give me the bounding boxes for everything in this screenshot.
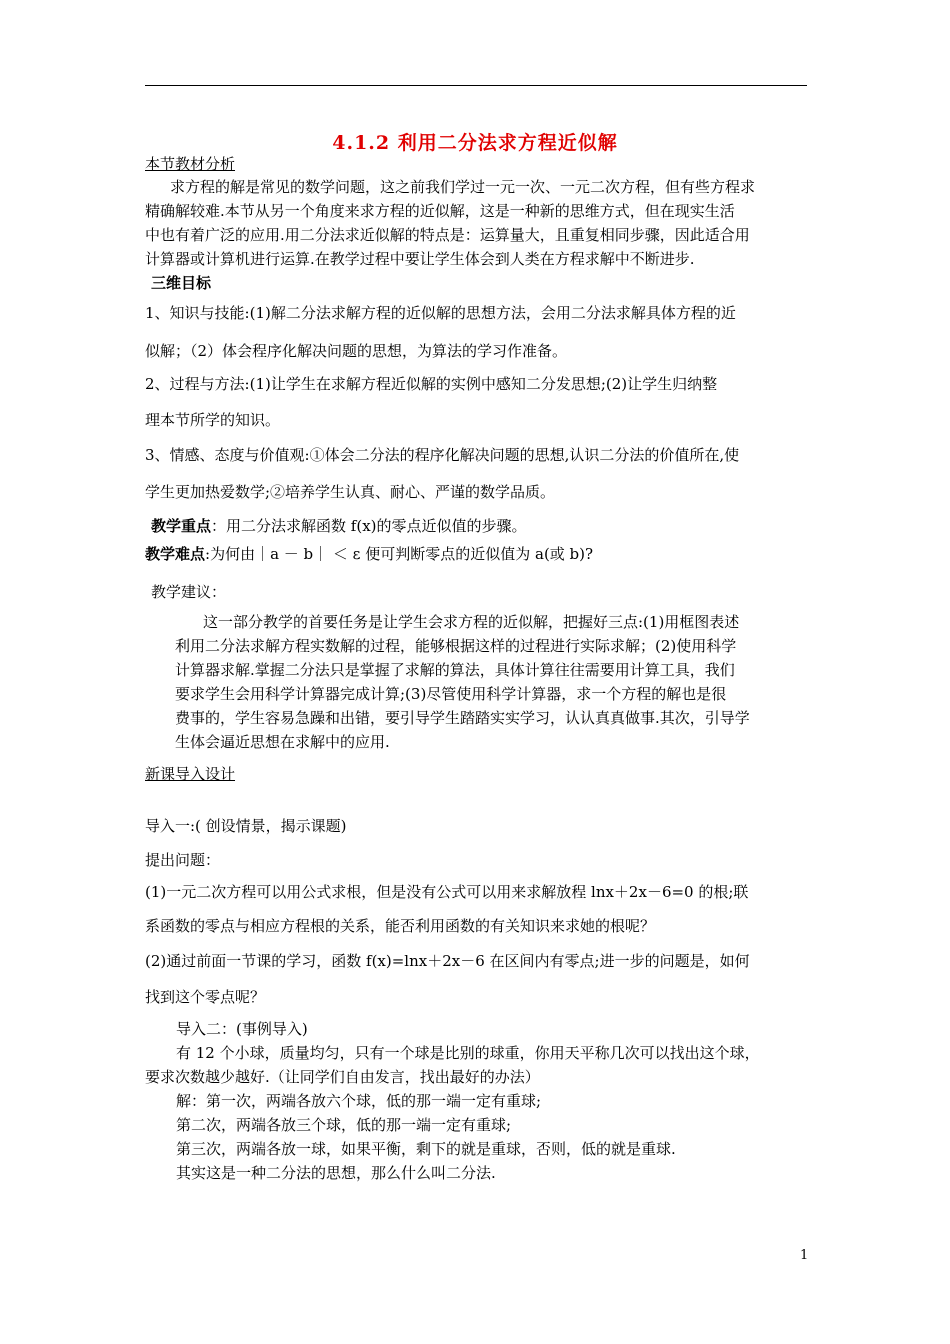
- example-line: 其实这是一种二分法的思想，那么什么叫二分法.: [176, 1164, 496, 1182]
- difficulty-label: 教学难点: [145, 545, 206, 563]
- goals-line: 学生更加热爱数学;②培养学生认真、耐心、严谨的数学品质。: [145, 483, 556, 501]
- difficulty-text: :为何由｜a － b｜ ＜ ε 便可判断零点的近似值为 a(或 b)?: [205, 545, 594, 563]
- page-number: 1: [800, 1248, 809, 1263]
- goals-line: 似解；（2）体会程序化解决问题的思想，为算法的学习作准备。: [145, 342, 568, 360]
- intro-lead-one: 导入一:( 创设情景，揭示课题): [145, 817, 347, 835]
- example-line: 要求次数越少越好.（让同学们自由发言，找出最好的办法）: [145, 1068, 540, 1086]
- advice-line: 这一部分教学的首要任务是让学生会求方程的近似解，把握好三点:(1)用框图表述: [203, 613, 740, 631]
- goals-heading: 三维目标: [151, 274, 212, 292]
- analysis-line: 计算器或计算机进行运算.在教学过程中要让学生体会到人类在方程求解中不断进步.: [145, 250, 695, 268]
- example-line: 第三次，两端各放一球，如果平衡，剩下的就是重球，否则，低的就是重球.: [176, 1140, 676, 1158]
- question-line: (2)通过前面一节课的学习，函数 f(x)=lnx＋2x－6 在区间内有零点;进一步的问题是，如何: [145, 952, 750, 970]
- advice-line: 利用二分法求解方程实数解的过程，能够根据这样的过程进行实际求解；(2)使用科学: [175, 637, 737, 655]
- example-line: 有 12 个小球，质量均匀，只有一个球是比别的球重，你用天平称几次可以找出这个球，: [176, 1044, 760, 1062]
- example-line: 第二次，两端各放三个球，低的那一端一定有重球;: [176, 1116, 512, 1134]
- advice-line: 计算器求解.掌握二分法只是掌握了求解的算法，具体计算往往需要用计算工具，我们: [175, 661, 735, 679]
- analysis-line: 求方程的解是常见的数学问题，这之前我们学过一元一次、一元二次方程，但有些方程求: [170, 178, 756, 196]
- key-point: [151, 516, 527, 536]
- intro-lead-two: 导入二：(事例导入): [176, 1020, 308, 1038]
- question-line: 系函数的零点与相应方程根的关系，能否利用函数的有关知识来求她的根呢？: [145, 917, 656, 935]
- header-rule: [145, 85, 807, 86]
- analysis-line: 中也有着广泛的应用.用二分法求近似解的特点是：运算量大，且重复相同步骤，因此适合用: [145, 226, 750, 244]
- example-line: 解：第一次，两端各放六个球，低的那一端一定有重球;: [176, 1092, 542, 1110]
- goals-line: 2、过程与方法:(1)让学生在求解方程近似解的实例中感知二分发思想;(2)让学生归纳整: [145, 375, 718, 393]
- question-line: 找到这个零点呢？: [145, 988, 266, 1006]
- advice-line: 费事的，学生容易急躁和出错，要引导学生踏踏实实学习，认认真真做事.其次，引导学: [175, 709, 750, 727]
- page-title: 4.1.2 利用二分法求方程近似解: [332, 132, 618, 154]
- key-point-text: ：用二分法求解函数 f(x)的零点近似值的步骤。: [211, 517, 527, 535]
- goals-line: 1、知识与技能:(1)解二分法求解方程的近似解的思想方法，会用二分法求解具体方程的近: [145, 304, 736, 322]
- difficulty-point: [145, 544, 593, 564]
- goals-line: 理本节所学的知识。: [145, 411, 281, 429]
- advice-heading: 教学建议：: [151, 583, 227, 601]
- key-point-label: 教学重点: [151, 517, 212, 535]
- goals-line: 3、情感、态度与价值观:①体会二分法的程序化解决问题的思想,认识二分法的价值所在,使: [145, 446, 740, 464]
- analysis-line: 精确解较难.本节从另一个角度来求方程的近似解，这是一种新的思维方式，但在现实生活: [145, 202, 735, 220]
- advice-line: 要求学生会用科学计算器完成计算;(3)尽管使用科学计算器，求一个方程的解也是很: [175, 685, 727, 703]
- question-line: (1)一元二次方程可以用公式求根，但是没有公式可以用来求解放程 lnx＋2x－6=0 的根;联: [145, 883, 749, 901]
- advice-line: 生体会逼近思想在求解中的应用.: [175, 733, 390, 751]
- section-heading-analysis: 本节教材分析: [145, 155, 236, 173]
- intro-ask: 提出问题：: [145, 851, 221, 869]
- intro-heading: 新课导入设计: [145, 765, 236, 783]
